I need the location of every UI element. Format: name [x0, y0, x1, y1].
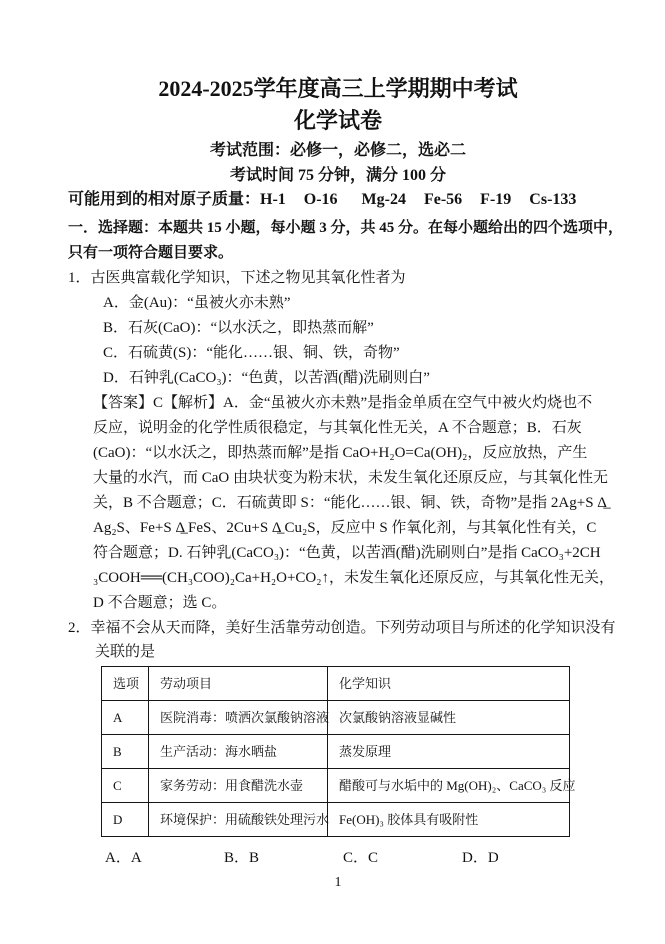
analysis-line: 大量的水汽，而 CaO 由块状变为粉末状，未发生氧化还原反应，与其氧化性无: [93, 470, 608, 486]
question-1-options: [68, 291, 608, 391]
question-2-stem: [68, 616, 616, 664]
question-2-stem-line: 2．幸福不会从天而降，美好生活靠劳动创造。下列劳动项目与所述的化学知识没有: [68, 620, 616, 636]
table-cell: 医院消毒：喷洒次氯酸钠溶液: [149, 701, 328, 735]
question-1-option: C．石硫黄(S)：“能化……银、铜、铁，奇物”: [103, 345, 400, 361]
question-1-option: D．石钟乳(CaCO₃)：“色黄，以苦酒(醋)洗刷则白”: [103, 370, 430, 386]
analysis-line: D 不合题意；选 C。: [93, 595, 227, 611]
question-1-stem: 1．古医典富载化学知识，下述之物见其氧化性者为: [68, 270, 406, 286]
question-2-answer-option: B．B: [224, 850, 260, 866]
analysis-line: 【答案】C【解析】A．金“虽被火亦未熟”是指金单质在空气中被火灼烧也不: [93, 395, 593, 411]
table-cell: 醋酸可与水垢中的 Mg(OH)₂、CaCO₃ 反应: [328, 769, 570, 803]
table-header-row: [102, 667, 570, 701]
analysis-line: 反应，说明金的化学性质很稳定，与其氧化性无关，A 不合题意；B．石灰: [93, 420, 582, 436]
question-1-option: A．金(Au)：“虽被火亦未熟”: [103, 295, 291, 311]
question-2-stem-line: 关联的是: [95, 644, 156, 660]
exam-duration: 考试时间 75 分钟，满分 100 分: [229, 167, 446, 184]
question-2-answer-options: [68, 847, 608, 869]
table-cell: 生产活动：海水晒盐: [149, 735, 328, 769]
table-header-cell: 劳动项目: [149, 667, 328, 701]
table-cell: C: [102, 769, 149, 803]
analysis-line: 符合题意；D. 石钟乳(CaCO₃)：“色黄，以苦酒(醋)洗刷则白”是指 CaCO₃+2CH: [93, 545, 601, 561]
table-body: [102, 701, 576, 837]
section-1-heading: [68, 216, 624, 266]
table-cell: 家务劳动：用食醋洗水壶: [149, 769, 328, 803]
question-2-table: [101, 666, 576, 837]
table-header-cell: 选项: [102, 667, 149, 701]
atomic-mass-line: 可能用到的相对原子质量：H-1 O-16 Mg-24 Fe-56 F-19 Cs-133: [68, 191, 577, 208]
question-2-answer-option: A．A: [105, 850, 142, 866]
table-cell: D: [102, 803, 149, 837]
question-2-answer-option: C．C: [343, 850, 379, 866]
table-row: [102, 701, 570, 735]
table-cell: A: [102, 701, 149, 735]
table-cell: 蒸发原理: [328, 735, 570, 769]
analysis-line: (CaO)：“以水沃之，即热蒸而解”是指 CaO+H₂O=Ca(OH)₂，反应放热，产生: [93, 445, 588, 461]
section-heading-line: 只有一项符合题目要求。: [68, 245, 234, 261]
table-header-cell: 化学知识: [328, 667, 570, 701]
table-cell: Fe(OH)₃ 胶体具有吸附性: [328, 803, 570, 837]
analysis-line: ₃COOH══(CH₃COO)₂Ca+H₂O+CO₂↑，未发生氧化还原反应，与其氧化性无关，: [93, 570, 614, 586]
page-number: 1: [334, 875, 342, 890]
table-row: [102, 769, 570, 803]
question-2-answer-option: D．D: [462, 850, 499, 866]
analysis-line: Ag₂S、Fe+S Δ̲ FeS、2Cu+S Δ̲ Cu₂S，反应中 S 作氧化剂，与其氧化性有关，C: [93, 520, 597, 536]
analysis-line: 关，B 不合题意；C．石硫黄即 S：“能化……银、铜、铁，奇物”是指 2Ag+S Δ̲: [93, 495, 607, 511]
table-cell: 次氯酸钠溶液显碱性: [328, 701, 570, 735]
section-heading-line: 一．选择题：本题共 15 小题，每小题 3 分，共 45 分。在每小题给出的四个选项中，: [68, 220, 624, 236]
document-subtitle: 化学试卷: [293, 108, 382, 133]
table-cell: B: [102, 735, 149, 769]
question-1-answer-analysis: [68, 391, 614, 616]
table-cell: 环境保护：用硫酸铁处理污水: [149, 803, 328, 837]
document-title: 2024-2025学年度高三上学期期中考试: [158, 76, 518, 101]
table-row: [102, 803, 570, 837]
exam-scope: 考试范围：必修一，必修二，选必二: [209, 142, 466, 159]
table-row: [102, 735, 570, 769]
question-1-option: B．石灰(CaO)：“以水沃之，即热蒸而解”: [103, 320, 374, 336]
